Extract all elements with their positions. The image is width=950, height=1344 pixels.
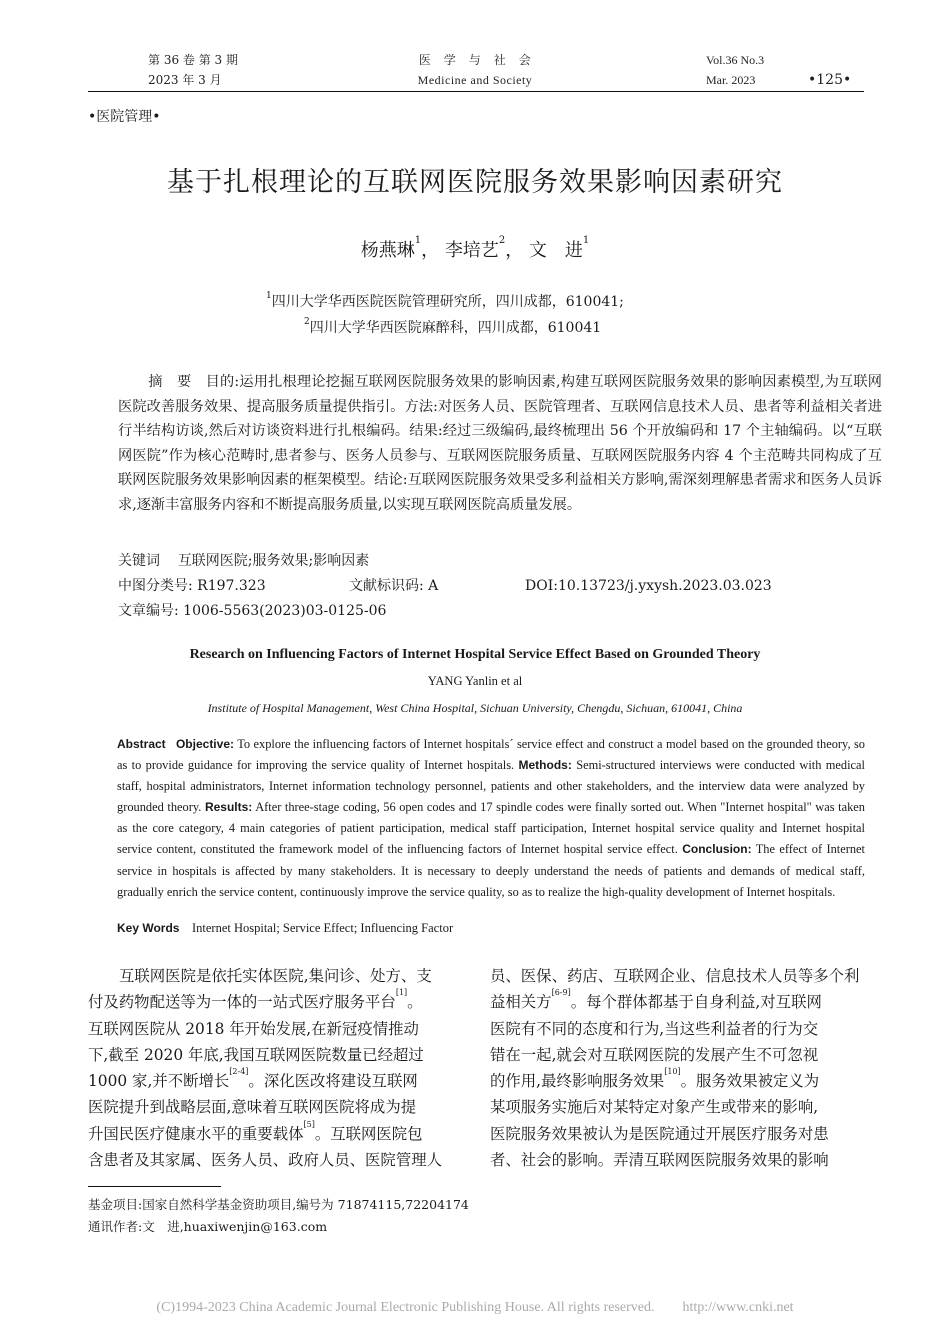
abstract-cn — [118, 370, 882, 518]
header-date-cn: 2023 年 3 月 — [148, 73, 222, 87]
conclusion-label: Conclusion: — [682, 842, 752, 857]
affiliation-1 — [266, 291, 624, 311]
methods-text: Semi-structured interviews were conducted with medical staff, hospital administrators, Internet information technology personnel, patients and other stakeholders, and the interview data were analyzed by grounded theory. — [117, 758, 865, 815]
affiliation-text: 四川大学华西医院医院管理研究所，四川成都，610041; — [271, 294, 624, 310]
affiliation-sup: 1 — [266, 291, 272, 301]
body-line: 含患者及其家属、医务人员、政府人员、医院管理人 — [88, 1151, 442, 1170]
affiliation-sup: 2 — [304, 317, 310, 327]
body-line: 员、医保、药店、互联网企业、信息技术人员等多个利 — [490, 967, 860, 985]
header-rule — [88, 91, 864, 92]
keywords-cn-label: 关键词 — [118, 553, 160, 569]
body-line: 医院服务效果被认为是医院通过开展医疗服务对患 — [490, 1124, 829, 1143]
author-name: 李培艺 — [444, 240, 499, 261]
conclusion-text: The effect of Internet service in hospitals is affected by many stakeholders. It is necessary to deeply understand the needs of patients and demands of medical staff, gradually enrich the service content, continuously improve the service quality, so as to realize the high-quality development of Internet hospitals. — [117, 842, 865, 899]
results-text: After three-stage coding, 56 open codes and 17 spindle codes were finally sorted out. When "Internet hospital" was taken as the core category, 4 main categories of patient participation, medical staff participation, Internet hospital service quality and Internet hospital service content, constituted the framework model of the influencing factors of Internet hospital service effect. — [117, 800, 865, 857]
citation: [6-9] — [551, 988, 571, 998]
english-author: YANG Yanlin et al — [427, 674, 523, 688]
body-line: 的作用,最终影响服务效果[10]。服务效果被定义为 — [490, 1067, 820, 1091]
methods-label: Methods: — [518, 758, 572, 773]
header-date-en: Mar. 2023 — [706, 73, 756, 87]
footnote-rule — [88, 1186, 221, 1187]
body-line: 医院提升到战略层面,意味着互联网医院将成为提 — [88, 1098, 417, 1117]
body-line: 益相关方[6-9]。每个群体都基于自身利益,对互联网 — [490, 988, 822, 1012]
citation: [2-4] — [229, 1067, 249, 1077]
author-separator: ， — [505, 240, 524, 261]
abstract-cn-label: 摘 要 — [148, 374, 192, 390]
author-affil-sup: 1 — [582, 235, 590, 246]
author-affil-sup: 1 — [414, 235, 422, 246]
section-tag: •医院管理• — [88, 109, 161, 125]
abstract-en — [117, 734, 865, 903]
keywords-cn-text: 互联网医院;服务效果;影响因素 — [177, 553, 370, 569]
author-name: 杨燕琳 — [360, 240, 415, 261]
doi — [525, 574, 772, 598]
body-column-left — [88, 963, 461, 1173]
header-journal-cn: 医 学 与 社 会 — [418, 53, 532, 67]
paper-title: 基于扎根理论的互联网医院服务效果影响因素研究 — [167, 167, 783, 198]
affiliation-text: 四川大学华西医院麻醉科，四川成都，610041 — [309, 320, 602, 336]
citation: [1] — [395, 988, 408, 998]
results-label: Results: — [204, 800, 253, 815]
page-number: •125• — [808, 72, 852, 88]
article-no-label: 文章编号: — [118, 603, 179, 619]
body-line: 医院有不同的态度和行为,当这些利益者的行为交 — [490, 1019, 819, 1038]
affiliation-2 — [304, 317, 601, 337]
body-column-right — [490, 963, 864, 1173]
copyright-watermark: (C)1994-2023 China Academic Journal Electronic Publishing House. All rights reserved. http://www.cnki.net — [156, 1300, 794, 1315]
doi-label: DOI: — [525, 578, 558, 594]
document-code — [349, 574, 438, 598]
clc-value: R197.323 — [197, 578, 266, 594]
keywords-cn — [118, 549, 369, 573]
author-name: 文 进 — [528, 240, 583, 261]
header-journal-en: Medicine and Society — [417, 73, 533, 87]
body-line: 错在一起,就会对互联网医院的发展产生不可忽视 — [490, 1045, 819, 1064]
body-line: 下,截至 2020 年底,我国互联网医院数量已经超过 — [88, 1045, 424, 1064]
body-line: 1000 家,并不断增长[2-4]。深化医改将建设互联网 — [88, 1067, 418, 1091]
english-affiliation: Institute of Hospital Management, West China Hospital, Sichuan University, Chengdu, Sichuan, 610041, China — [207, 701, 743, 715]
footnote-fund: 基金项目:国家自然科学基金资助项目,编号为 71874115,72204174 — [88, 1197, 469, 1212]
header-volume-en: Vol.36 No.3 — [706, 53, 765, 67]
abstract-en-label: Abstract — [117, 737, 166, 751]
body-line: 付及药物配送等为一体的一站式医疗服务平台[1]。 — [88, 988, 423, 1012]
keywords-en-text: Internet Hospital; Service Effect; Influencing Factor — [191, 921, 454, 935]
objective-label: Objective: — [175, 737, 234, 751]
body-line: 互联网医院是依托实体医院,集问诊、处方、支 — [119, 967, 432, 985]
keywords-en-label: Key Words — [117, 921, 180, 935]
body-line: 升国民医疗健康水平的重要载体[5]。互联网医院包 — [88, 1119, 423, 1143]
citation: [5] — [303, 1119, 315, 1129]
author-list — [0, 236, 950, 262]
english-title: Research on Influencing Factors of Internet Hospital Service Effect Based on Grounded Theory — [189, 647, 761, 662]
objective-text: To explore the influencing factors of Internet hospitals´ service effect and construct a model based on the grounded theory, so as to provide guidance for improving the service quality of Internet hospitals. — [117, 737, 865, 773]
article-no-value: 1006-5563(2023)03-0125-06 — [183, 603, 387, 619]
keywords-en — [117, 921, 453, 936]
doc-code-value: A — [428, 578, 439, 594]
citation: [10] — [664, 1067, 681, 1077]
article-number — [118, 599, 386, 623]
author-affil-sup: 2 — [498, 235, 506, 246]
header-volume-cn: 第 36 卷 第 3 期 — [148, 53, 238, 67]
abstract-cn-text: 目的:运用扎根理论挖掘互联网医院服务效果的影响因素,构建互联网医院服务效果的影响因素模型,为互联网医院改善服务效果、提高服务质量提供指引。方法:对医务人员、医院管理者、互联网信息技术人员、患者等利益相关者进行半结构访谈,然后对访谈资料进行扎根编码。结果:经过三级编码,最终梳理出 56 个开放编码和 17 个主轴编码。以“互联网医院”作为核心范畴时,患者参与、医务人员参与、互联网医院服务质量、互联网医院服务内容 4 个主范畴共同构成了互联网医院服务效果影响因素的框架模型。结论:互联网医院服务效果受多利益相关方影响,需深刻理解患者需求和医务人员诉求,逐渐丰富服务内容和不断提高服务质量,以实现互联网医院高质量发展。 — [118, 374, 882, 513]
body-line: 互联网医院从 2018 年开始发展,在新冠疫情推动 — [88, 1019, 419, 1038]
author-separator: ， — [421, 240, 440, 261]
body-line: 者、社会的影响。弄清互联网医院服务效果的影响 — [490, 1151, 829, 1170]
clc-number — [118, 574, 266, 598]
body-line: 某项服务实施后对某特定对象产生或带来的影响, — [490, 1098, 819, 1117]
doc-code-label: 文献标识码: — [349, 578, 424, 594]
doi-value: 10.13723/j.yxysh.2023.03.023 — [557, 578, 772, 594]
clc-label: 中图分类号: — [118, 578, 193, 594]
footnote-corresponding: 通讯作者:文 进,huaxiwenjin@163.com — [88, 1219, 328, 1234]
